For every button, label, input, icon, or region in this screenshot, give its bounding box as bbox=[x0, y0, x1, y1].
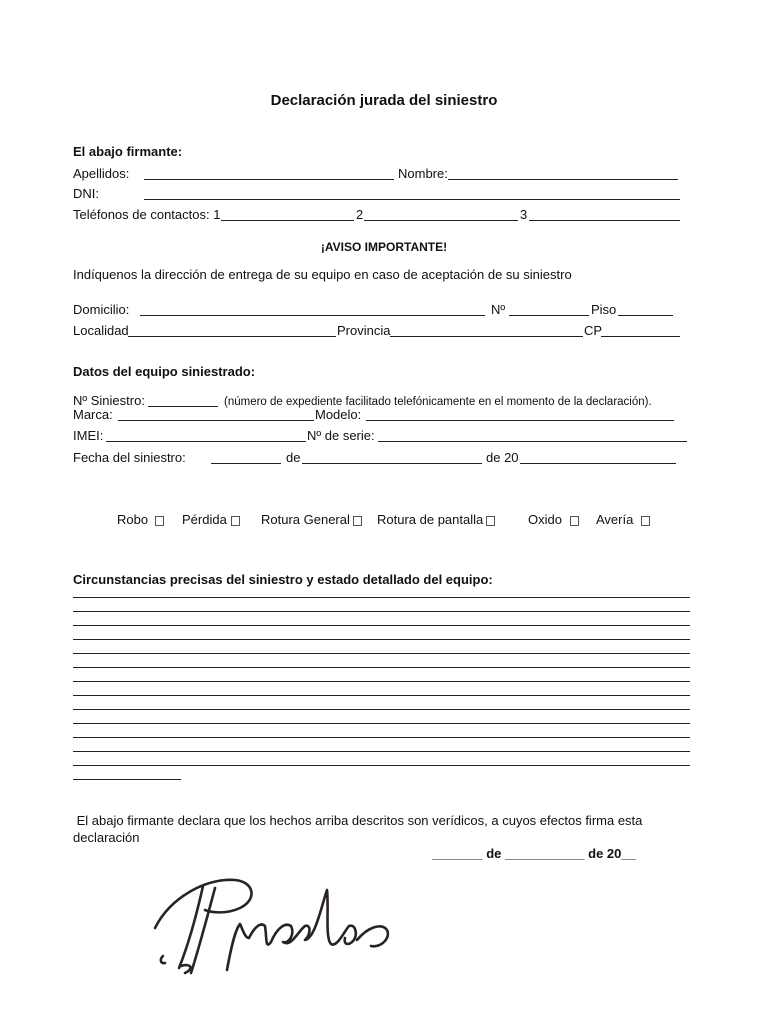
option-averia-label: Avería bbox=[596, 512, 634, 527]
dni-label: DNI: bbox=[73, 186, 99, 201]
circunstancias-line[interactable] bbox=[73, 639, 690, 640]
telefonos-label: Teléfonos de contactos: 1 bbox=[73, 207, 221, 222]
circunstancias-line[interactable] bbox=[73, 737, 690, 738]
circunstancias-line[interactable] bbox=[73, 597, 690, 598]
handwritten-signature bbox=[145, 868, 395, 998]
imei-label: IMEI: bbox=[73, 428, 104, 443]
fecha-dia-field[interactable] bbox=[211, 463, 281, 464]
modelo-field[interactable] bbox=[366, 420, 674, 421]
imei-field[interactable] bbox=[106, 441, 306, 442]
apellidos-field[interactable] bbox=[144, 179, 394, 180]
option-rotura-general-label: Rotura General bbox=[261, 512, 350, 527]
domicilio-label: Domicilio: bbox=[73, 302, 130, 317]
fecha-de20-label: de 20 bbox=[486, 450, 519, 465]
num-siniestro-note: (número de expediente facilitado telefónicamente en el momento de la declaración). bbox=[224, 396, 652, 408]
declaracion-text-2: declaración bbox=[73, 830, 140, 845]
num-siniestro-label: Nº Siniestro: bbox=[73, 393, 145, 408]
telefono-3-field[interactable] bbox=[529, 220, 680, 221]
provincia-label: Provincia bbox=[337, 323, 391, 338]
marca-label: Marca: bbox=[73, 407, 113, 422]
telefono-2-label: 2 bbox=[356, 207, 364, 222]
cp-field[interactable] bbox=[601, 336, 680, 337]
numero-field[interactable] bbox=[509, 315, 589, 316]
piso-label: Piso bbox=[591, 302, 617, 317]
option-rotura-pantalla-label: Rotura de pantalla bbox=[377, 512, 484, 527]
circunstancias-line[interactable] bbox=[73, 611, 690, 612]
option-robo-label: Robo bbox=[117, 512, 149, 527]
circunstancias-line[interactable] bbox=[73, 695, 690, 696]
domicilio-field[interactable] bbox=[140, 315, 485, 316]
nombre-label: Nombre: bbox=[398, 166, 448, 181]
option-rotura-general-checkbox[interactable] bbox=[353, 516, 362, 526]
option-rotura-pantalla-checkbox[interactable] bbox=[486, 516, 495, 526]
provincia-field[interactable] bbox=[390, 336, 583, 337]
circunstancias-line[interactable] bbox=[73, 681, 690, 682]
localidad-field[interactable] bbox=[128, 336, 336, 337]
num-siniestro-field[interactable] bbox=[148, 406, 218, 407]
num-serie-label: Nº de serie: bbox=[307, 428, 375, 443]
page-title: Declaración jurada del siniestro bbox=[270, 92, 498, 109]
indiquenos-text: Indíquenos la dirección de entrega de su equipo en caso de aceptación de su siniestro bbox=[73, 267, 572, 282]
aviso-heading: ¡AVISO IMPORTANTE! bbox=[320, 240, 448, 254]
option-oxido-label: Oxido bbox=[528, 512, 562, 527]
datos-equipo-heading: Datos del equipo siniestrado: bbox=[73, 364, 256, 379]
telefono-1-field[interactable] bbox=[221, 220, 354, 221]
option-oxido-checkbox[interactable] bbox=[570, 516, 579, 526]
telefono-3-label: 3 bbox=[520, 207, 528, 222]
dni-field[interactable] bbox=[144, 199, 680, 200]
localidad-label: Localidad bbox=[73, 323, 129, 338]
circunstancias-line[interactable] bbox=[73, 667, 690, 668]
signer-heading: El abajo firmante: bbox=[73, 144, 183, 159]
numero-label: Nº bbox=[491, 302, 506, 317]
circunstancias-line[interactable] bbox=[73, 765, 690, 766]
option-perdida-checkbox[interactable] bbox=[231, 516, 240, 526]
cp-label: CP bbox=[584, 323, 603, 338]
circunstancias-line[interactable] bbox=[73, 653, 690, 654]
fecha-de-label: de bbox=[286, 450, 301, 465]
piso-field[interactable] bbox=[618, 315, 673, 316]
circunstancias-line[interactable] bbox=[73, 625, 690, 626]
fecha-mes-field[interactable] bbox=[302, 463, 482, 464]
fecha-anio-field[interactable] bbox=[520, 463, 676, 464]
circunstancias-heading: Circunstancias precisas del siniestro y estado detallado del equipo: bbox=[73, 572, 493, 587]
circunstancias-line[interactable] bbox=[73, 779, 181, 780]
fecha-firma: _______ de ___________ de 20__ bbox=[432, 846, 636, 861]
apellidos-label: Apellidos: bbox=[73, 166, 130, 181]
circunstancias-line[interactable] bbox=[73, 709, 690, 710]
telefono-2-field[interactable] bbox=[364, 220, 518, 221]
marca-field[interactable] bbox=[118, 420, 314, 421]
modelo-label: Modelo: bbox=[315, 407, 362, 422]
option-robo-checkbox[interactable] bbox=[155, 516, 164, 526]
nombre-field[interactable] bbox=[448, 179, 678, 180]
option-averia-checkbox[interactable] bbox=[641, 516, 650, 526]
num-serie-field[interactable] bbox=[378, 441, 687, 442]
circunstancias-line[interactable] bbox=[73, 723, 690, 724]
circunstancias-line[interactable] bbox=[73, 751, 690, 752]
option-perdida-label: Pérdida bbox=[182, 512, 227, 527]
fecha-siniestro-label: Fecha del siniestro: bbox=[73, 450, 186, 465]
declaracion-text-1: El abajo firmante declara que los hechos arriba descritos son verídicos, a cuyos efectos firma esta bbox=[73, 813, 643, 828]
